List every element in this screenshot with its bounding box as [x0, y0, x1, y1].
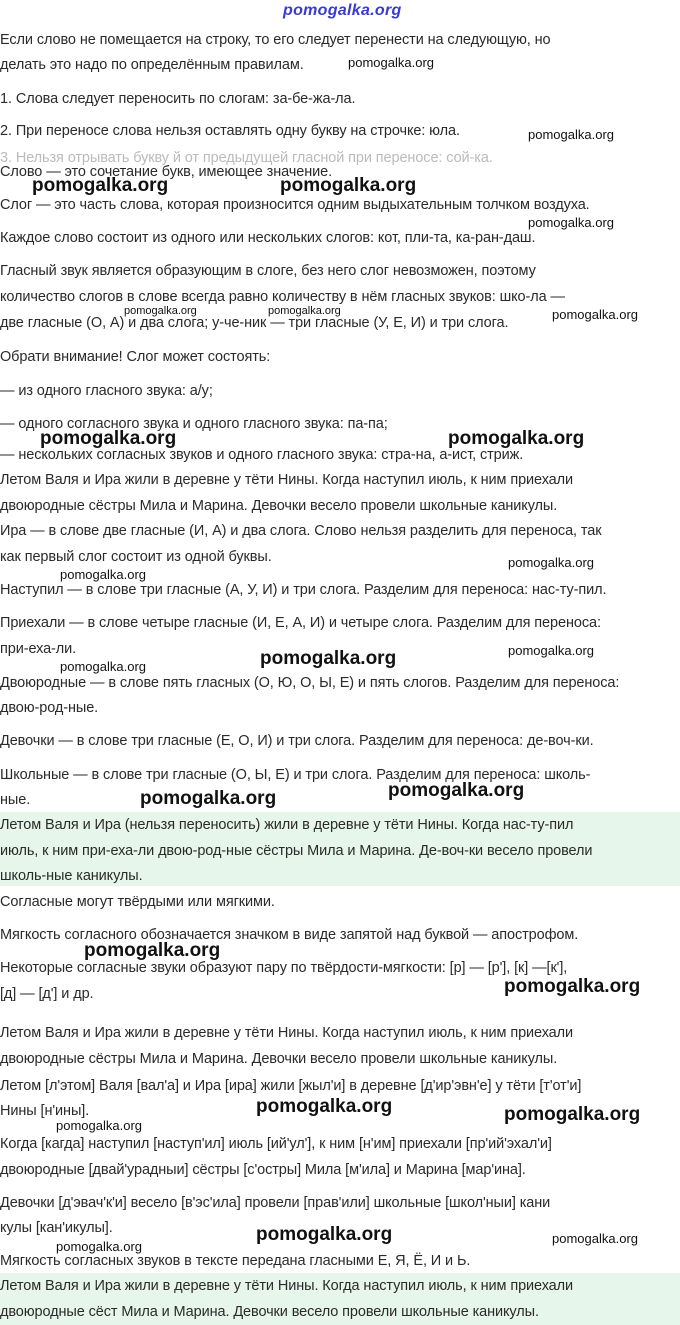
text-line: Летом [л'этом] Валя [вал'а] и Ира [ира] жили [жыл'и] в деревне [д'ир'эвн'е] у тёти [т'от'и] [0, 1078, 582, 1094]
watermark: pomogalka.org [32, 175, 169, 196]
text-line: Летом Валя и Ира жили в деревне у тёти Нины. Когда наступил июль, к ним приехали [0, 1025, 574, 1041]
watermark: pomogalka.org [508, 643, 594, 658]
text-line: Летом Валя и Ира (нельзя переносить) жили в деревне у тёти Нины. Когда нас-ту-пил [0, 817, 574, 833]
watermark: pomogalka.org [552, 1231, 638, 1246]
watermark: pomogalka.org [528, 215, 614, 230]
watermark: pomogalka.org [504, 976, 641, 997]
watermark: pomogalka.org [348, 55, 434, 70]
text-line: Девочки [д'эвач'к'и] весело [в'эс'ила] провели [прав'или] школьные [школ'ныи] кани [0, 1195, 551, 1211]
text-line: Каждое слово состоит из одного или нескольких слогов: кот, пли-та, ка-ран-даш. [0, 230, 536, 246]
text-line: 2. При переносе слова нельзя оставлять одну букву на строчке: юла. [0, 123, 460, 139]
watermark: pomogalka.org [388, 780, 525, 801]
watermark: pomogalka.org [140, 788, 277, 809]
watermark: pomogalka.org [256, 1096, 393, 1117]
text-line: Летом Валя и Ира жили в деревне у тёти Нины. Когда наступил июль, к ним приехали [0, 472, 574, 488]
text-line: — из одного гласного звука: а/у; [0, 383, 213, 399]
watermark: pomogalka.org [508, 555, 594, 570]
text-line: 3. Нельзя отрывать букву й от предыдущей гласной при переносе: сой-ка. [0, 150, 493, 166]
text-line: двоюродные сёстры Мила и Марина. Девочки весело провели школьные каникулы. [0, 1051, 558, 1067]
watermark: pomogalka.org [40, 428, 177, 449]
site-logo[interactable]: pomogalka.org [283, 2, 402, 19]
watermark: pomogalka.org [504, 1104, 641, 1125]
text-line: 1. Слова следует переносить по слогам: за-бе-жа-ла. [0, 91, 356, 107]
text-line: Нины [н'ины]. [0, 1103, 90, 1119]
text-line: ные. [0, 792, 31, 808]
text-line: — нескольких согласных звуков и одного гласного звука: стра-на, а-ист, стриж. [0, 447, 524, 463]
text-line: как первый слог состоит из одной буквы. [0, 549, 272, 565]
watermark: pomogalka.org [260, 648, 397, 669]
text-line: — одного согласного звука и одного гласного звука: па-па; [0, 416, 388, 432]
text-line: Ира — в слове две гласные (И, А) и два слога. Слово нельзя разделить для переноса, так [0, 523, 602, 539]
watermark: pomogalka.org [280, 175, 417, 196]
text-line: Гласный звук является образующим в слоге, без него слог невозможен, поэтому [0, 263, 536, 279]
text-line: Согласные могут твёрдыми или мягкими. [0, 894, 275, 910]
text-line: Некоторые согласные звуки образуют пару по твёрдости-мягкости: [р] — [р'], [к] —[к'], [0, 960, 568, 976]
text-line: Приехали — в слове четыре гласные (И, Е, А, И) и четыре слога. Разделим для переноса: [0, 615, 601, 631]
text-line: Мягкость согласного обозначается значком в виде запятой над буквой — апострофом. [0, 927, 579, 943]
text-line: Слог — это часть слова, которая произносится одним выдыхательным толчком воздуха. [0, 197, 590, 213]
text-line: Наступил — в слове три гласные (А, У, И) и три слога. Разделим для переноса: нас-ту-пил. [0, 582, 607, 598]
text-line: две гласные (О, А) и два слога; у-че-ник — три гласные (У, Е, И) и три слога. [0, 315, 509, 331]
watermark: pomogalka.org [84, 940, 221, 961]
text-line: Слово — это сочетание букв, имеющее значение. [0, 164, 333, 180]
text-line: Если слово не помещается на строку, то его следует перенести на следующую, но [0, 32, 551, 48]
text-line: Обрати внимание! Слог может состоять: [0, 349, 271, 365]
text-line: двою-род-ные. [0, 700, 99, 716]
text-line: количество слогов в слове всегда равно количеству в нём гласных звуков: шко-ла — [0, 289, 565, 305]
text-line: двоюродные [двай'урадныи] сёстры [с'остры] Мила [м'ила] и Марина [мар'ина]. [0, 1162, 526, 1178]
text-line: Летом Валя и Ира жили в деревне у тёти Нины. Когда наступил июль, к ним приехали [0, 1278, 574, 1294]
watermark: pomogalka.org [528, 127, 614, 142]
text-line: кулы [кан'икулы]. [0, 1220, 113, 1236]
text-line: двоюродные сёст Мила и Марина. Девочки весело провели школьные каникулы. [0, 1304, 539, 1320]
watermark: pomogalka.org [60, 567, 146, 582]
text-line: Когда [кагда] наступил [наступ'ил] июль [ий'ул'], к ним [н'им] приехали [пр'ий'эхал'и] [0, 1136, 552, 1152]
watermark: pomogalka.org [124, 305, 197, 317]
text-line: июль, к ним при-еха-ли двою-род-ные сёстры Мила и Марина. Де-воч-ки весело провели [0, 843, 593, 859]
watermark: pomogalka.org [268, 305, 341, 317]
watermark: pomogalka.org [56, 1118, 142, 1133]
text-line: школь-ные каникулы. [0, 868, 143, 884]
watermark: pomogalka.org [552, 307, 638, 322]
text-line: Двоюродные — в слове пять гласных (О, Ю, О, Ы, Е) и пять слогов. Разделим для переноса: [0, 675, 620, 691]
text-line: Мягкость согласных звуков в тексте передана гласными Е, Я, Ё, И и Ь. [0, 1253, 471, 1269]
text-line: Школьные — в слове три гласные (О, Ы, Е) и три слога. Разделим для переноса: школь- [0, 767, 591, 783]
text-line: [д] — [д'] и др. [0, 986, 94, 1002]
watermark: pomogalka.org [60, 659, 146, 674]
text-line: при-еха-ли. [0, 641, 77, 657]
watermark: pomogalka.org [56, 1239, 142, 1254]
text-line: двоюродные сёстры Мила и Марина. Девочки весело провели школьные каникулы. [0, 498, 558, 514]
text-line: делать это надо по определённым правилам. [0, 57, 304, 73]
watermark: pomogalka.org [448, 428, 585, 449]
watermark: pomogalka.org [256, 1224, 393, 1245]
text-line: Девочки — в слове три гласные (Е, О, И) и три слога. Разделим для переноса: де-воч-ки. [0, 733, 594, 749]
